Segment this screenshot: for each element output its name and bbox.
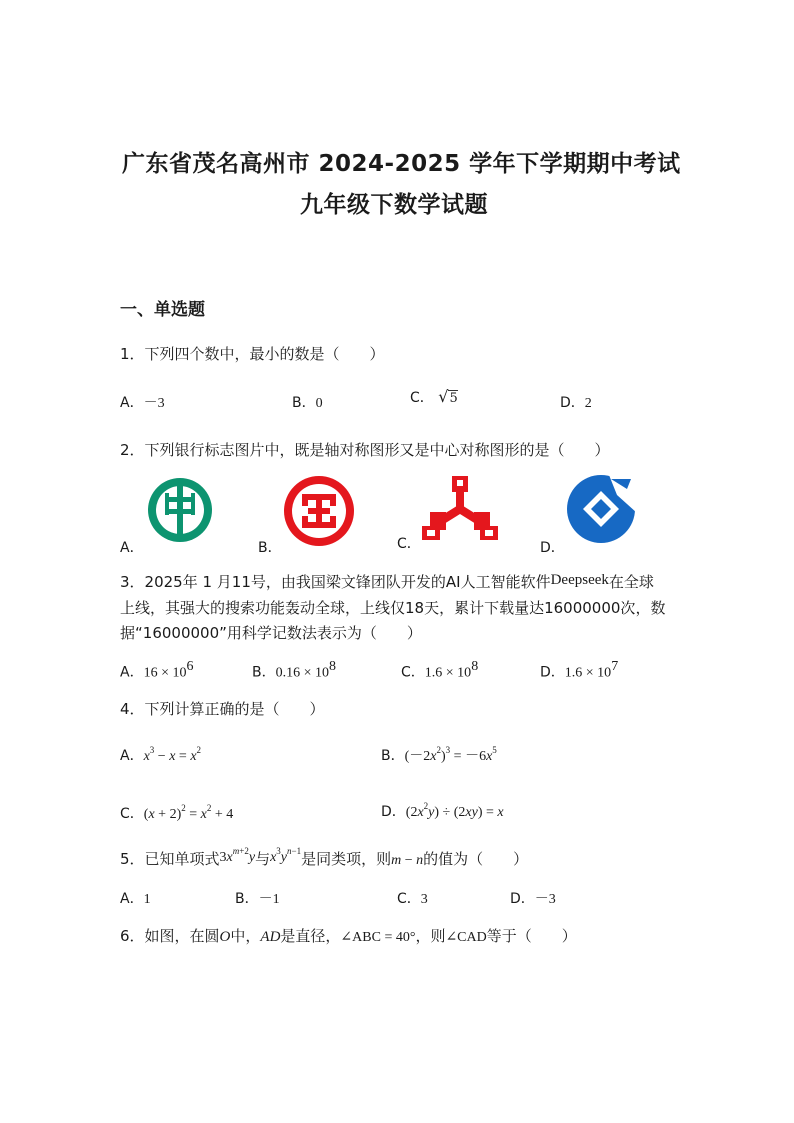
q3-option-a xyxy=(120,660,193,682)
q3-software-name: Deepseek xyxy=(550,572,609,588)
option-label: A． xyxy=(120,395,144,411)
option-value: －3 xyxy=(143,396,165,411)
math-expression: $(-2x^2)^3 = -6x^5$ xyxy=(404,745,497,764)
option-label: C． xyxy=(401,664,425,681)
q5-text: 与 xyxy=(255,850,271,868)
option-label: D． xyxy=(540,664,565,681)
section-heading: 一、单选题 xyxy=(120,300,205,320)
option-value: 2 xyxy=(584,396,592,411)
expression-m-minus-n: m − n xyxy=(391,853,424,868)
question-3-line-1 xyxy=(120,571,654,592)
option-exponent: 8 xyxy=(471,659,479,674)
option-value: 1 xyxy=(143,892,151,907)
option-label: D． xyxy=(560,395,585,411)
q4-option-d xyxy=(381,801,504,821)
q2-option-a-label: A． xyxy=(120,540,144,556)
math-expression: $(2x^2y) \div (2xy) = x$ xyxy=(405,801,504,820)
q6-text: 中， xyxy=(230,927,261,945)
q5-option-c xyxy=(397,888,428,908)
monomial-1: $3x^{m+2}y$ xyxy=(219,846,256,865)
q3-option-b xyxy=(252,660,336,682)
page-subtitle: 九年级下数学试题 xyxy=(300,192,488,218)
q5-text: 5．已知单项式 xyxy=(120,850,220,868)
option-label: C． xyxy=(397,891,421,907)
circle-name: O xyxy=(219,929,231,945)
question-5-stem xyxy=(120,848,528,869)
q3-option-c xyxy=(401,660,478,682)
q3-text: 3．2025年 1 月11号，由我国梁文锋团队开发的AI人工智能软件 xyxy=(120,573,551,591)
option-value: 16 × 10 xyxy=(143,665,187,681)
option-value: 0 xyxy=(315,396,323,411)
option-value: －3 xyxy=(534,892,556,907)
q1-option-a xyxy=(120,392,165,412)
q1-option-b xyxy=(292,392,323,412)
q3-text: 在全球 xyxy=(608,573,654,591)
option-value: 1.6 × 10 xyxy=(424,665,472,681)
q5-option-a xyxy=(120,888,151,908)
question-4-stem: 4．下列计算正确的是（ ） xyxy=(120,700,325,718)
option-value: －1 xyxy=(258,892,280,907)
option-label: B． xyxy=(235,891,259,907)
option-value: 0.16 × 10 xyxy=(275,665,330,681)
given-angle: ∠ABC = 40° xyxy=(340,930,416,945)
option-value: 1.6 × 10 xyxy=(564,665,612,681)
math-expression: $(x + 2)^2 = x^2 + 4$ xyxy=(143,803,234,822)
question-3-line-3: 据“16000000”用科学记数法表示为（ ） xyxy=(120,624,422,642)
q5-text: 是同类项，则 xyxy=(301,850,392,868)
q1-option-d xyxy=(560,392,592,412)
option-label: D． xyxy=(510,891,535,907)
math-expression: $x^3 - x = x^2$ xyxy=(143,745,202,764)
q4-option-a xyxy=(120,745,201,765)
option-exponent: 8 xyxy=(329,659,337,674)
q5-option-d xyxy=(510,888,556,908)
page-title: 广东省茂名高州市 2024-2025 学年下学期期中考试 xyxy=(122,151,681,177)
q6-text: ，则 xyxy=(415,927,446,945)
option-label: A． xyxy=(120,891,144,907)
option-label: A． xyxy=(120,664,144,681)
question-1-stem: 1．下列四个数中，最小的数是（ ） xyxy=(120,345,385,363)
option-label: B． xyxy=(292,395,316,411)
sqrt-expression: √5 xyxy=(438,387,458,406)
q1-option-c xyxy=(410,387,458,407)
option-label: A． xyxy=(120,748,144,764)
china-construction-bank-logo-icon xyxy=(565,473,637,545)
q2-option-c-label: C． xyxy=(397,536,421,552)
q5-text: 的值为（ ） xyxy=(423,850,529,868)
question-3-line-2: 上线，其强大的搜索功能轰动全球，上线仅18天，累计下载量达16000000次，数 xyxy=(120,599,666,617)
industrial-commercial-bank-logo-icon xyxy=(283,475,355,547)
q3-option-d xyxy=(540,660,618,682)
q6-text: 6．如图，在圆 xyxy=(120,927,220,945)
q2-option-d-label: D． xyxy=(540,540,565,556)
question-6-stem xyxy=(120,925,577,946)
q5-option-b xyxy=(235,888,280,908)
option-label: B． xyxy=(381,748,405,764)
option-label: D． xyxy=(381,804,406,820)
construction-bank-red-logo-icon xyxy=(420,474,500,546)
question-2-stem: 2．下列银行标志图片中，既是轴对称图形又是中心对称图形的是（ ） xyxy=(120,441,610,459)
q6-text: 是直径， xyxy=(280,927,341,945)
option-exponent: 6 xyxy=(186,659,194,674)
q2-option-b-label: B． xyxy=(258,540,282,556)
monomial-2: $x^3y^{n-1}$ xyxy=(270,846,302,865)
target-angle: ∠CAD xyxy=(445,930,487,945)
agricultural-bank-logo-icon xyxy=(145,475,215,545)
option-label: B． xyxy=(252,664,276,681)
option-label: C． xyxy=(120,806,144,822)
q4-option-b xyxy=(381,745,497,765)
option-label: C． xyxy=(410,390,434,406)
diameter-name: AD xyxy=(260,929,281,945)
option-value: 3 xyxy=(420,892,428,907)
q4-option-c xyxy=(120,803,233,823)
q6-text: 等于（ ） xyxy=(486,927,577,945)
option-exponent: 7 xyxy=(611,659,619,674)
sqrt-radicand: 5 xyxy=(449,391,458,406)
